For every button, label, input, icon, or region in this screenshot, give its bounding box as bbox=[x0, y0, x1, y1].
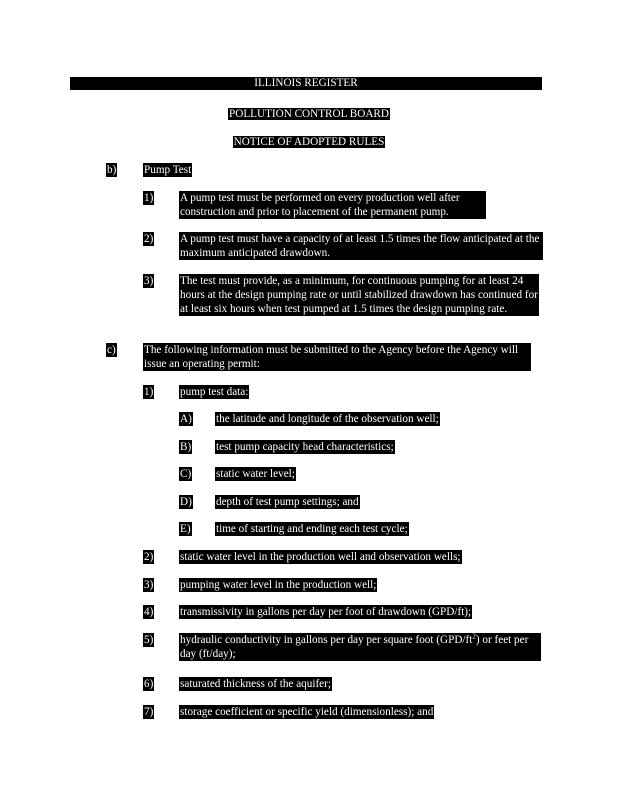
c2-text: static water level in the production well and observation wells; bbox=[180, 551, 461, 563]
c1b-marker: B) bbox=[180, 441, 192, 453]
c1c-marker: C) bbox=[180, 468, 192, 480]
b2-text: A pump test must have a capacity of at least 1.5 times the flow anticipated at the maximum anticipated drawdown. bbox=[179, 232, 543, 260]
notice-title-text: NOTICE OF ADOPTED RULES bbox=[233, 136, 385, 148]
c5-text-b: ) or feet per day (ft/day); bbox=[180, 634, 529, 660]
c1a-marker: A) bbox=[180, 413, 192, 425]
c5-text-a: hydraulic conductivity in gallons per day per square foot (GPD/ft bbox=[180, 634, 473, 646]
section-c-marker: c) bbox=[107, 344, 116, 356]
c4-marker: 4) bbox=[144, 606, 154, 618]
b2-marker: 2) bbox=[144, 233, 154, 245]
c7-text: storage coefficient or specific yield (dimensionless); and bbox=[180, 706, 434, 718]
c1d-marker: D) bbox=[180, 496, 192, 508]
section-b-marker: b) bbox=[107, 164, 117, 176]
c2-marker: 2) bbox=[144, 551, 154, 563]
c3-marker: 3) bbox=[144, 579, 154, 591]
board-title bbox=[0, 107, 618, 121]
c6-text: saturated thickness of the aquifer; bbox=[180, 678, 331, 690]
c1e-text: time of starting and ending each test cycle; bbox=[216, 523, 408, 535]
c1a-text: the latitude and longitude of the observation well; bbox=[216, 413, 439, 425]
c3-text: pumping water level in the production well; bbox=[180, 579, 377, 591]
section-b-title: Pump Test bbox=[144, 164, 192, 176]
section-c-intro: The following information must be submitted to the Agency before the Agency will issue an operating permit: bbox=[143, 343, 531, 371]
b3-text: The test must provide, as a minimum, for continuous pumping for at least 24 hours at the design pumping rate or until stabilized drawdown has continued for at least six hours when test pumped at 1.5 times the design pumping rate. bbox=[180, 275, 538, 315]
b3-marker: 3) bbox=[144, 275, 154, 287]
b1-marker: 1) bbox=[144, 192, 154, 204]
notice-title bbox=[0, 135, 618, 149]
c5-text-sup: 2 bbox=[472, 632, 476, 641]
c1c-text: static water level; bbox=[216, 468, 295, 480]
c5-marker: 5) bbox=[144, 634, 154, 646]
board-title-text: POLLUTION CONTROL BOARD bbox=[229, 108, 389, 120]
register-header: ILLINOIS REGISTER bbox=[70, 77, 542, 90]
c6-marker: 6) bbox=[144, 678, 154, 690]
c1e-marker: E) bbox=[180, 523, 191, 535]
c7-marker: 7) bbox=[144, 706, 154, 718]
c1-marker: 1) bbox=[144, 386, 154, 398]
c1-text: pump test data: bbox=[180, 386, 249, 398]
c1b-text: test pump capacity head characteristics; bbox=[216, 441, 394, 453]
c5-text bbox=[179, 633, 541, 661]
c4-text: transmissivity in gallons per day per foot of drawdown (GPD/ft); bbox=[180, 606, 472, 618]
c1d-text: depth of test pump settings; and bbox=[216, 496, 359, 508]
b1-text: A pump test must be performed on every production well after construction and prior to placement of the permanent pump. bbox=[179, 191, 486, 219]
